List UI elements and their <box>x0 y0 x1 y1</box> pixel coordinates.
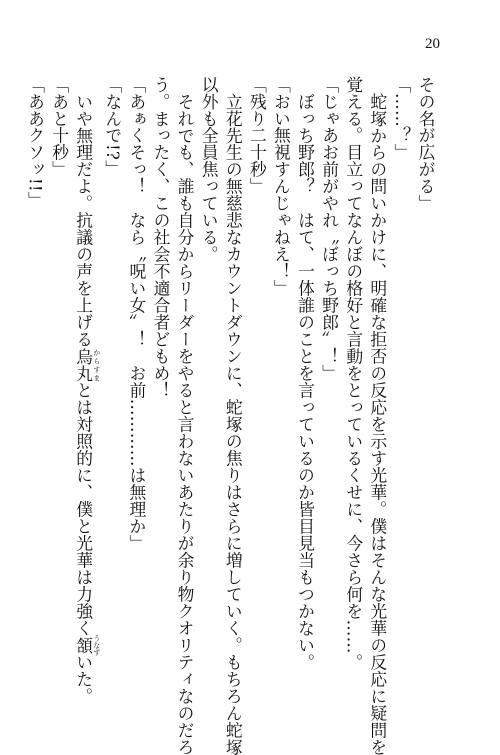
text-line: 「ああクソッ!!」 <box>25 76 46 209</box>
ruby-reading: からすま <box>92 347 101 382</box>
ruby-unazu <box>73 634 101 656</box>
text-line: 「あと十秒」 <box>49 76 70 178</box>
text-line: その名が広がる」 <box>416 76 436 212</box>
text-line: う。まったく、この社会不適合者どもめ！ <box>150 76 171 399</box>
text-line: 「あぁくそっ！ なら〝呪い女〟！ お前…………は無理か」 <box>126 76 147 552</box>
text-line: 立花先生の無慈悲なカウントダウンに、蛇塚の焦りはさらに増していく。もちろん蛇塚 <box>223 92 244 755</box>
text-line: 覚える。目立ってなんぼの格好と言動をとっているくせに、今さら何を……。 <box>343 76 364 671</box>
body-text <box>23 76 438 755</box>
text-line: 「なんで!?」 <box>102 76 123 178</box>
text-line: 以外も全員焦っている。 <box>199 76 220 263</box>
page-number: 20 <box>425 36 440 52</box>
text-segment: とは対照的に、僕と光華は力強く <box>73 381 94 637</box>
text-line: 「残り二十秒」 <box>247 76 268 195</box>
text-line: 「じゃあお前がやれ〝ぼっち野郎〟！」 <box>319 76 340 382</box>
text-line: 「……？」 <box>391 76 412 161</box>
text-line-with-ruby <box>72 76 101 705</box>
text-segment: いや無理だよ。抗議の声を上げる <box>73 92 94 348</box>
text-line: 「おい無視すんじゃねえ！」 <box>271 76 292 297</box>
ruby-base: 烏丸 <box>73 347 94 382</box>
ruby-base: 頷 <box>73 634 94 656</box>
text-line: それでも、誰も自分からリーダーをやると言わないあたりが余り物クオリティなのだろ <box>175 92 196 755</box>
ruby-karasuma <box>73 347 101 382</box>
text-segment: いた。 <box>73 653 94 705</box>
text-line: 蛇塚からの問いかけに、明確な拒否の反応を示す光華。僕はそんな光華の反応に疑問を <box>367 92 388 755</box>
ruby-reading: うなず <box>92 634 101 656</box>
text-line: ぼっち野郎？ はて、一体誰のことを言っているのか皆目見当もつかない。 <box>295 92 316 671</box>
